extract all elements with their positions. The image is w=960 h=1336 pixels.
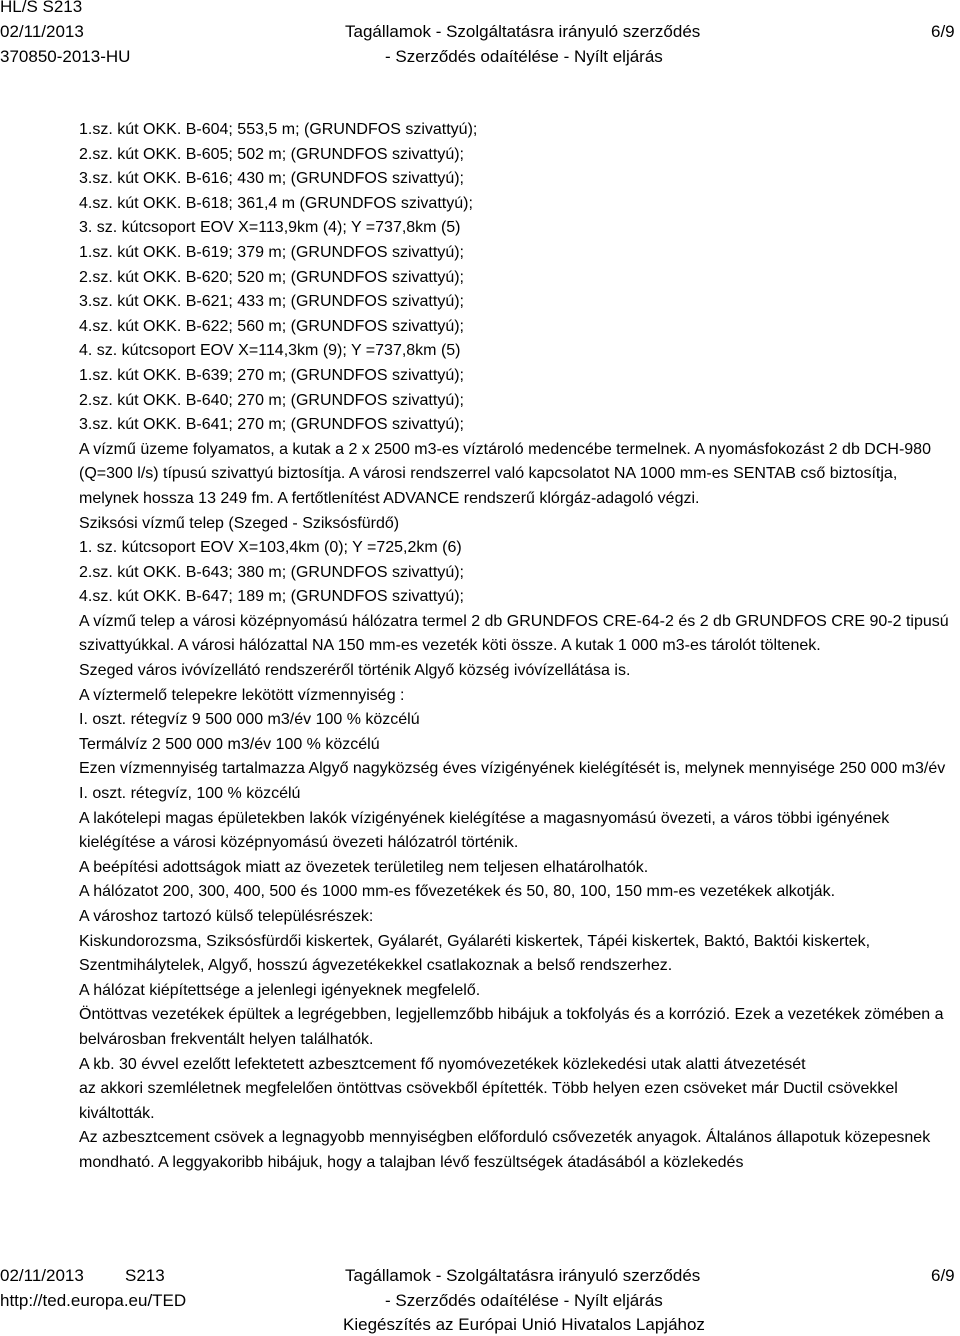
header-ref: 370850-2013-HU (0, 47, 131, 66)
text-line: 4. sz. kútcsoport EOV X=114,3km (9); Y =737,8km (5) (79, 342, 461, 360)
footer-title-line3: Kiegészítés az Európai Unió Hivatalos Lapjához (343, 1315, 705, 1334)
text-line: A városhoz tartozó külső településrészek: (79, 908, 374, 925)
text-paragraph: Ezen vízmennyiség tartalmazza Algyő nagyközség éves vízigényének kielégítését is, melynek mennyisége 250 000 m3/év I. oszt. rétegvíz, 100 % közcélú (79, 760, 946, 803)
header-title-line1: Tagállamok - Szolgáltatásra irányuló szerződés (345, 22, 701, 41)
text-paragraph: Az azbesztcement csövek a legnagyobb mennyiségben előforduló csővezeték anyagok. Általános állapotuk közepesnek mondható. A leggyakoribb hibájuk, hogy a talajban lévő feszültségek átadásából a közlekedés (79, 1129, 931, 1171)
text-line: A kb. 30 évvel ezelőtt lefektetett azbesztcement fő nyomóvezetékek közlekedési utak alatti átvezetését (79, 1055, 806, 1073)
text-line: 4.sz. kút OKK. B-618; 361,4 m (GRUNDFOS szivattyú); (79, 194, 473, 212)
text-line: A beépítési adottságok miatt az övezetek területileg nem teljesen elhatárolhatók. (79, 858, 649, 876)
footer-page-number: 6/9 (931, 1266, 955, 1285)
text-line: 2.sz. kút OKK. B-620; 520 m; (GRUNDFOS szivattyú); (79, 268, 464, 286)
text-line: 2.sz. kút OKK. B-643; 380 m; (GRUNDFOS szivattyú); (79, 563, 464, 581)
text-line: 3. sz. kútcsoport EOV X=113,9km (4); Y =737,8km (5) (79, 219, 461, 237)
text-paragraph: A lakótelepi magas épületekben lakók vízigényének kielégítése a magasnyomású övezeti, a város többi igényének kielégítése a városi középnyomású övezeti hálózatról történik. (79, 809, 890, 852)
text-line: 1.sz. kút OKK. B-604; 553,5 m; (GRUNDFOS szivattyú); (79, 121, 478, 138)
text-line: 1.sz. kút OKK. B-639; 270 m; (GRUNDFOS szivattyú); (79, 366, 464, 384)
text-paragraph: Öntöttvas vezetékek épültek a legrégebben, legjellemzőbb hibájuk a tokfolyás és a korrózió. Ezek a vezetékek zömében a belvárosban frekventált helyen találhatók. (79, 1006, 944, 1048)
text-line: 3.sz. kút OKK. B-621; 433 m; (GRUNDFOS szivattyú); (79, 293, 464, 311)
text-paragraph: Kiskundorozsma, Sziksósfürdői kiskertek, Gyálarét, Gyálaréti kiskertek, Tápéi kiskertek, Baktó, Baktói kiskertek, Szentmihálytelek, Algyő, hosszú ágvezetékekkel csatlakoznak a belső rendszerhez. (79, 932, 871, 975)
header-title-line2: - Szerződés odaítélése - Nyílt eljárás (385, 47, 663, 66)
footer-url: http://ted.europa.eu/TED (0, 1291, 187, 1310)
text-line: Termálvíz 2 500 000 m3/év 100 % közcélú (79, 735, 380, 753)
header-date: 02/11/2013 (0, 22, 84, 41)
text-line: A hálózatot 200, 300, 400, 500 és 1000 mm-es fővezetékek és 50, 80, 100, 150 mm-es vezetékek alkotják. (79, 883, 836, 901)
text-line: 3.sz. kút OKK. B-641; 270 m; (GRUNDFOS szivattyú); (79, 416, 464, 434)
document-body (79, 118, 955, 1176)
header-page-number: 6/9 (931, 22, 955, 41)
text-paragraph: az akkori szemléletnek megfelelően öntöttvas csövekből építették. Több helyen ezen csöveket már Ductil csövekkel kiváltották. (79, 1080, 898, 1122)
text-line: A hálózat kiépítettsége a jelenlegi igényeknek megfelelő. (79, 981, 481, 999)
text-line: 1.sz. kút OKK. B-619; 379 m; (GRUNDFOS szivattyú); (79, 243, 464, 261)
text-paragraph: A vízmű telep a városi középnyomású hálózatra termel 2 db GRUNDFOS CRE-64-2 és 2 db GRUNDFOS CRE 90-2 tipusú szivattyúkkal. A városi hálózattal NA 150 mm-es vezeték köti össze. A kutak 1 000 m3-es tárolót töltenek. (79, 612, 949, 655)
text-line: 4.sz. kút OKK. B-647; 189 m; (GRUNDFOS szivattyú); (79, 588, 464, 606)
footer-title-line1: Tagállamok - Szolgáltatásra irányuló szerződés (345, 1266, 701, 1285)
text-line: I. oszt. rétegvíz 9 500 000 m3/év 100 % közcélú (79, 711, 420, 729)
text-line: Szeged város ivóvízellátó rendszeréről történik Algyő község ivóvízellátása is. (79, 662, 631, 680)
text-line: Sziksósi vízmű telep (Szeged - Sziksósfürdő) (79, 514, 400, 532)
text-paragraph: A vízmű üzeme folyamatos, a kutak a 2 x 2500 m3-es víztároló medencébe termelnek. A nyomásfokozást 2 db DCH-980 (Q=300 l/s) típusú szivattyú biztosítja. A városi rendszerrel való kapcsolatot NA 1000 mm-es SENTAB cső biztosítja, melynek hossza 13 249 fm. A fertőtlenítést ADVANCE rendszerű klórgáz-adagoló végzi. (79, 440, 931, 507)
text-line: 4.sz. kút OKK. B-622; 560 m; (GRUNDFOS szivattyú); (79, 317, 464, 335)
footer-code: S213 (125, 1266, 165, 1285)
text-line: 1. sz. kútcsoport EOV X=103,4km (0); Y =725,2km (6) (79, 539, 462, 557)
text-line: A víztermelő telepekre lekötött vízmennyiség : (79, 686, 405, 704)
footer-date: 02/11/2013 (0, 1266, 84, 1285)
header-code: HL/S S213 (0, 0, 83, 16)
text-line: 2.sz. kút OKK. B-640; 270 m; (GRUNDFOS szivattyú); (79, 391, 464, 409)
text-line: 2.sz. kút OKK. B-605; 502 m; (GRUNDFOS szivattyú); (79, 145, 464, 163)
footer-title-line2: - Szerződés odaítélése - Nyílt eljárás (385, 1291, 663, 1310)
text-line: 3.sz. kút OKK. B-616; 430 m; (GRUNDFOS szivattyú); (79, 170, 464, 188)
